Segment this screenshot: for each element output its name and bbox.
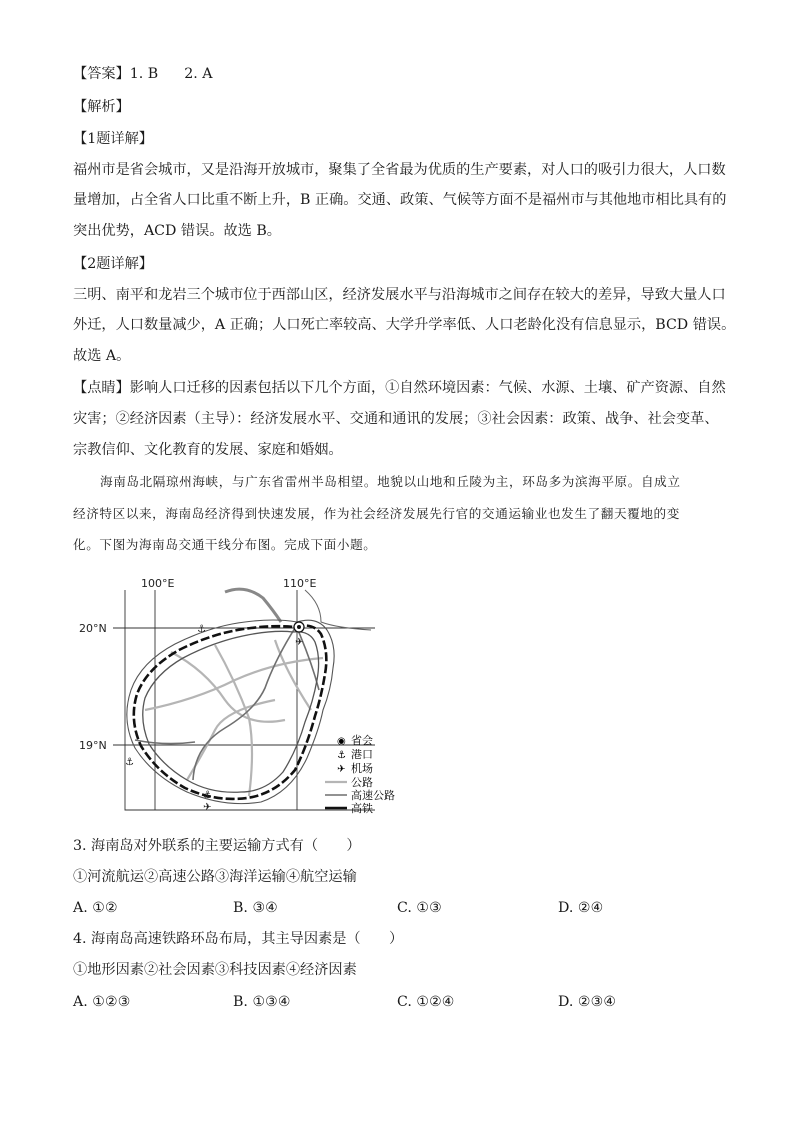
lat-label: 19°N bbox=[79, 739, 107, 752]
legend-label: 高速公路 bbox=[351, 789, 395, 802]
q4-option-c[interactable]: C. ①②④ bbox=[397, 994, 455, 1010]
q2-detail-line: 三明、南平和龙岩三个城市位于西部山区，经济发展水平与沿海城市之间存在较大的差异，导致大量人口 bbox=[73, 287, 726, 303]
q1-detail-header: 【1题详解】 bbox=[73, 131, 153, 147]
legend-label: 高铁 bbox=[351, 802, 373, 815]
passage-line: 经济特区以来，海南岛经济得到快速发展，作为社会经济发展先行官的交通运输业也发生了翻天覆地的变 bbox=[73, 506, 680, 521]
q1-detail-line: 福州市是省会城市，又是沿海开放城市，聚集了全省最为优质的生产要素，对人口的吸引力很大，人口数 bbox=[73, 162, 726, 178]
port-icon: ⚓ bbox=[125, 757, 134, 768]
q3-stem: 3. 海南岛对外联系的主要运输方式有（ ） bbox=[73, 838, 361, 854]
passage-line: 海南岛北隔琼州海峡，与广东省雷州半岛相望。地貌以山地和丘陵为主，环岛多为滨海平原。自成立 bbox=[100, 474, 681, 489]
q2-detail-line: 外迁，人口数量减少，A 正确；人口死亡率较高、大学升学率低、人口老龄化没有信息显示，BCD 错误。 bbox=[73, 317, 736, 333]
tips-line: 宗教信仰、文化教育的发展、家庭和婚姻。 bbox=[73, 442, 343, 458]
q3-option-d[interactable]: D. ②④ bbox=[558, 900, 604, 916]
legend-label: 港口 bbox=[351, 748, 373, 761]
legend-label: 省会 bbox=[351, 734, 373, 747]
legend-label: 机场 bbox=[351, 762, 373, 775]
legend-symbol: ⚓ bbox=[337, 750, 346, 761]
legend-symbol: ◉ bbox=[337, 736, 346, 747]
q3-option-b[interactable]: B. ③④ bbox=[233, 900, 278, 916]
answer-label: 【答案】 bbox=[73, 66, 130, 82]
tips-line: 灾害；②经济因素（主导）：经济发展水平、交通和通讯的发展；③社会因素：政策、战争、社会变革、 bbox=[73, 411, 719, 427]
answer-q2: 2. A bbox=[184, 66, 213, 82]
airport-icon: ✈ bbox=[295, 637, 304, 648]
port-icon: ⚓ bbox=[203, 790, 212, 801]
tips-line: 【点睛】影响人口迁移的因素包括以下几个方面，①自然环境因素：气候、水源、土壤、矿产资源、自然 bbox=[73, 380, 726, 396]
legend-symbol: ✈ bbox=[337, 764, 346, 775]
hainan-transport-map bbox=[75, 570, 415, 820]
airport-icon: ✈ bbox=[203, 802, 212, 813]
q3-items: ①河流航运②高速公路③海洋运输④航空运输 bbox=[73, 869, 357, 885]
q3-option-c[interactable]: C. ①③ bbox=[397, 900, 442, 916]
q1-detail-line: 突出优势，ACD 错误。故选 B。 bbox=[73, 223, 281, 239]
q2-detail-line: 故选 A。 bbox=[73, 348, 131, 364]
q4-stem: 4. 海南岛高速铁路环岛布局，其主导因素是（ ） bbox=[73, 931, 404, 947]
legend-label: 公路 bbox=[351, 776, 373, 789]
q4-option-b[interactable]: B. ①③④ bbox=[233, 994, 291, 1010]
analysis-label: 【解析】 bbox=[73, 99, 130, 115]
answer-q1: 1. B bbox=[129, 66, 159, 82]
lon-label: 110°E bbox=[283, 577, 317, 590]
passage-line: 化。下图为海南岛交通干线分布图。完成下面小题。 bbox=[73, 537, 377, 552]
lon-label: 100°E bbox=[141, 577, 175, 590]
q4-items: ①地形因素②社会因素③科技因素④经济因素 bbox=[73, 962, 357, 978]
q3-option-a[interactable]: A. ①② bbox=[73, 900, 118, 916]
answer-line bbox=[73, 64, 213, 84]
q2-detail-header: 【2题详解】 bbox=[73, 256, 153, 272]
q4-option-a[interactable]: A. ①②③ bbox=[73, 994, 131, 1010]
q4-option-d[interactable]: D. ②③④ bbox=[558, 994, 617, 1010]
port-icon: ⚓ bbox=[197, 624, 206, 635]
lat-label: 20°N bbox=[79, 622, 107, 635]
q1-detail-line: 量增加，占全省人口比重不断上升，B 正确。交通、政策、气候等方面不是福州市与其他地市相比具有的 bbox=[73, 192, 727, 208]
